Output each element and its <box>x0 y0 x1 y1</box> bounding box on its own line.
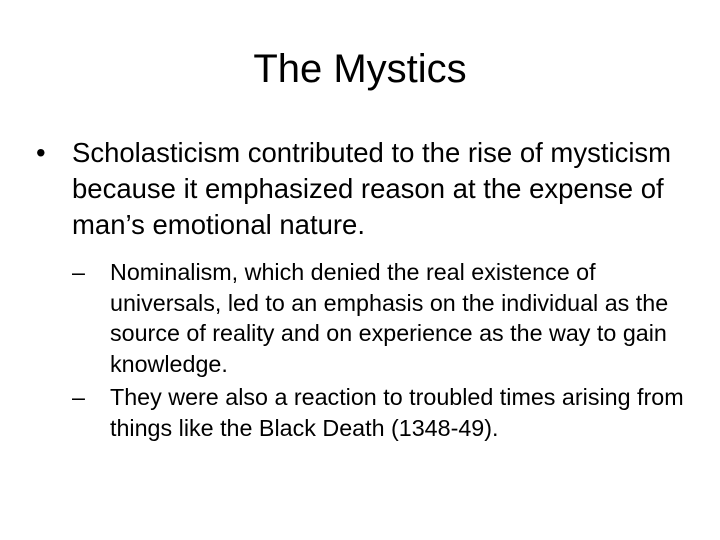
sub-bullet-marker: – <box>72 259 85 285</box>
bullet-marker: • <box>36 137 46 168</box>
bullet-item <box>36 135 696 243</box>
sub-bullet-item-1 <box>72 257 696 379</box>
sub-bullet-list <box>36 257 696 444</box>
sub-bullet-text: They were also a reaction to troubled times arising from things like the Black Death (1348-49). <box>110 384 684 441</box>
bullet-text: Scholasticism contributed to the rise of mysticism because it emphasized reason at the expense of man’s emotional nature. <box>72 137 672 240</box>
sub-bullet-marker: – <box>72 384 85 411</box>
slide-content <box>36 135 696 447</box>
sub-bullet-text: Nominalism, which denied the real existence of universals, led to an emphasis on the individual as the source of reality and on experience as the way to gain knowledge. <box>110 259 669 377</box>
slide-title: The Mystics <box>253 47 467 91</box>
sub-bullet-item-2 <box>72 382 696 443</box>
